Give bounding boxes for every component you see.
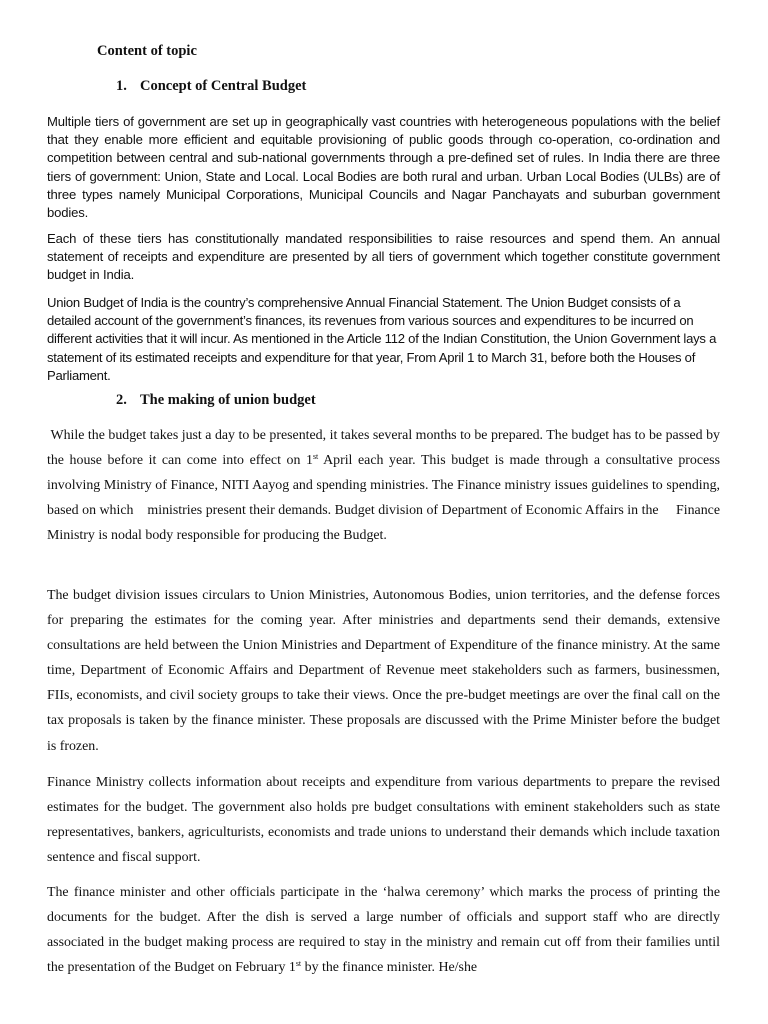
paragraph-revised-estimates: Finance Ministry collects information about receipts and expenditure from various departments to prepare the revised estimates for the budget. The government also holds pre budget consultations with eminent stakeholders such as state representatives, bankers, agriculturists, economists and trade unions to understand their demands which include taxation sentence and fiscal support. <box>47 775 720 866</box>
superscript: st <box>295 959 302 969</box>
paragraph-halwa-ceremony <box>47 880 720 980</box>
document-title: Content of topic <box>97 43 197 59</box>
text-run: While the budget takes just a day to be presented, it takes several months to be prepared. The budget has to be passed by the house before it can come into effect on 1 <box>47 428 720 469</box>
section-heading-concept <box>116 78 306 95</box>
paragraph-tiers-of-government: Multiple tiers of government are set up in geographically vast countries with heterogeneous populations with the belief that they enable more efficient and equitable provisioning of public goods through co-operation, co-ordination and competition between central and sub-national governments through a pre-defined set of rules. In India there are three tiers of government: Union, State and Local. Local Bodies are both rural and urban. Urban Local Bodies (ULBs) are of three types namely Municipal Corporations, Municipal Councils and Nagar Panchayats and suburban government bodies. <box>47 114 720 221</box>
section-heading-text: Concept of Central Budget <box>140 78 307 94</box>
text-run: by the finance minister. He/she <box>301 960 478 976</box>
text-run: April each year. This budget is made through a consultative process involving Ministry of Finance, NITI Aayog and spending ministries. The Finance ministry issues guidelines to spending, based on which ministries present their demands. Budget division of Department of Economic Affairs in the Finance Ministry is nodal body responsible for producing the Budget. <box>47 453 720 544</box>
section-number: 1. <box>116 78 127 94</box>
paragraph-union-budget-definition: Union Budget of India is the country’s comprehensive Annual Financial Statement. The Union Budget consists of a detailed account of the government’s finances, its revenues from various sources and expenditures to be incurred on different activities that it will incur. As mentioned in the Article 112 of the Indian Constitution, the Union Government lays a statement of its estimated receipts and expenditure for that year, From April 1 to March 31, before both the Houses of Parliament. <box>47 295 717 383</box>
section-heading-making <box>116 392 316 409</box>
section-number: 2. <box>116 392 127 408</box>
section-heading-text: The making of union budget <box>140 392 316 408</box>
paragraph-budget-preparation <box>47 423 720 548</box>
superscript: st <box>312 452 319 462</box>
paragraph-constitutional-responsibilities: Each of these tiers has constitutionally mandated responsibilities to raise resources and spend them. An annual statement of receipts and expenditure are presented by all tiers of government which together constitute government budget in India. <box>47 231 720 283</box>
text-run: The finance minister and other officials participate in the ‘halwa ceremony’ which marks the process of printing the documents for the budget. After the dish is served a large number of officials and support staff who are directly associated in the budget making process are required to stay in the ministry and remain cut off from their families until the presentation of the Budget on February 1 <box>47 885 720 976</box>
paragraph-budget-division-circulars: The budget division issues circulars to Union Ministries, Autonomous Bodies, union territories, and the defense forces for preparing the estimates for the coming year. After ministries and departments send their demands, extensive consultations are held between the Union Ministries and Department of Expenditure of the finance ministry. At the same time, Department of Economic Affairs and Department of Revenue meet stakeholders such as farmers, businessmen, FIIs, economists, and civil society groups to take their views. Once the pre-budget meetings are over the final call on the tax proposals is taken by the finance minister. These proposals are discussed with the Prime Minister before the budget is frozen. <box>47 588 720 754</box>
